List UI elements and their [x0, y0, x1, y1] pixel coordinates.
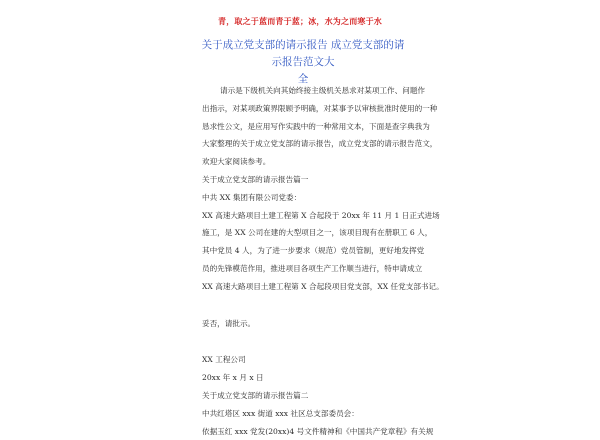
document-title: [198, 37, 408, 88]
blank-line: [202, 332, 402, 351]
document-body: [202, 82, 444, 440]
paragraph-line: 施工，是 XX 公司在建的大型项目之一，该项目现有在册职工 6 人，: [202, 228, 433, 238]
intro-line: 欢迎大家阅读参考。: [202, 157, 271, 167]
signature-date: 20xx 年 x 月 x 日: [202, 373, 264, 383]
addressee-2: 中共红塔区 xxx 街道 xxx 社区总支部委员会：: [202, 408, 359, 418]
intro-line: 恳求性公文，是应用写作实践中的一种常用文本，下面是查字典我为: [202, 121, 430, 131]
paragraph-line: XX 高速大路项目土建工程第 X 合起段项目党支部，XX 任党支部书记。: [202, 281, 444, 291]
paragraph-line: 其中党员 4 人，为了进一步要求（规范）党员管制，更好地发挥党: [202, 246, 425, 256]
paragraph-line: XX 高速大路项目土建工程第 X 合起段于 20xx 年 11 月 1 日正式进场: [202, 210, 440, 220]
section-heading-2: 关于成立党支部的请示报告篇二: [202, 390, 309, 400]
intro-line: 大家整理的关于成立党支部的请示报告，成立党支部的请示报告范文，: [202, 139, 438, 149]
paragraph-line: 员的先锋模范作用，推进项目各项生产工作顺当进行，特申请成立: [202, 263, 423, 273]
closing-line: 妥否，请批示。: [202, 318, 256, 328]
blank-line: [202, 296, 402, 315]
intro-line: 出指示，对某项政策界限顾予明确，对某事予以审核批准时使用的一种: [202, 103, 438, 113]
paragraph-line: 依据玉红 xxx 党发(20xx)4 号文件精神和《中国共产党章程》有关规: [202, 426, 434, 436]
header-quote: 青，取之于蓝而青于蓝；冰，水为之而寒于水: [218, 16, 382, 26]
intro-line: 请示是下级机关向其始终接主级机关恳求对某项工作、问题作: [220, 86, 426, 95]
title-line-2: 全: [297, 73, 309, 85]
addressee-1: 中共 XX 集团有限公司党委：: [202, 192, 302, 202]
signature-company: XX 工程公司: [202, 355, 246, 365]
title-line-1: 关于成立党支部的请示报告 成立党支部的请示报告范文大: [201, 39, 405, 68]
section-heading-1: 关于成立党支部的请示报告篇一: [202, 174, 309, 184]
